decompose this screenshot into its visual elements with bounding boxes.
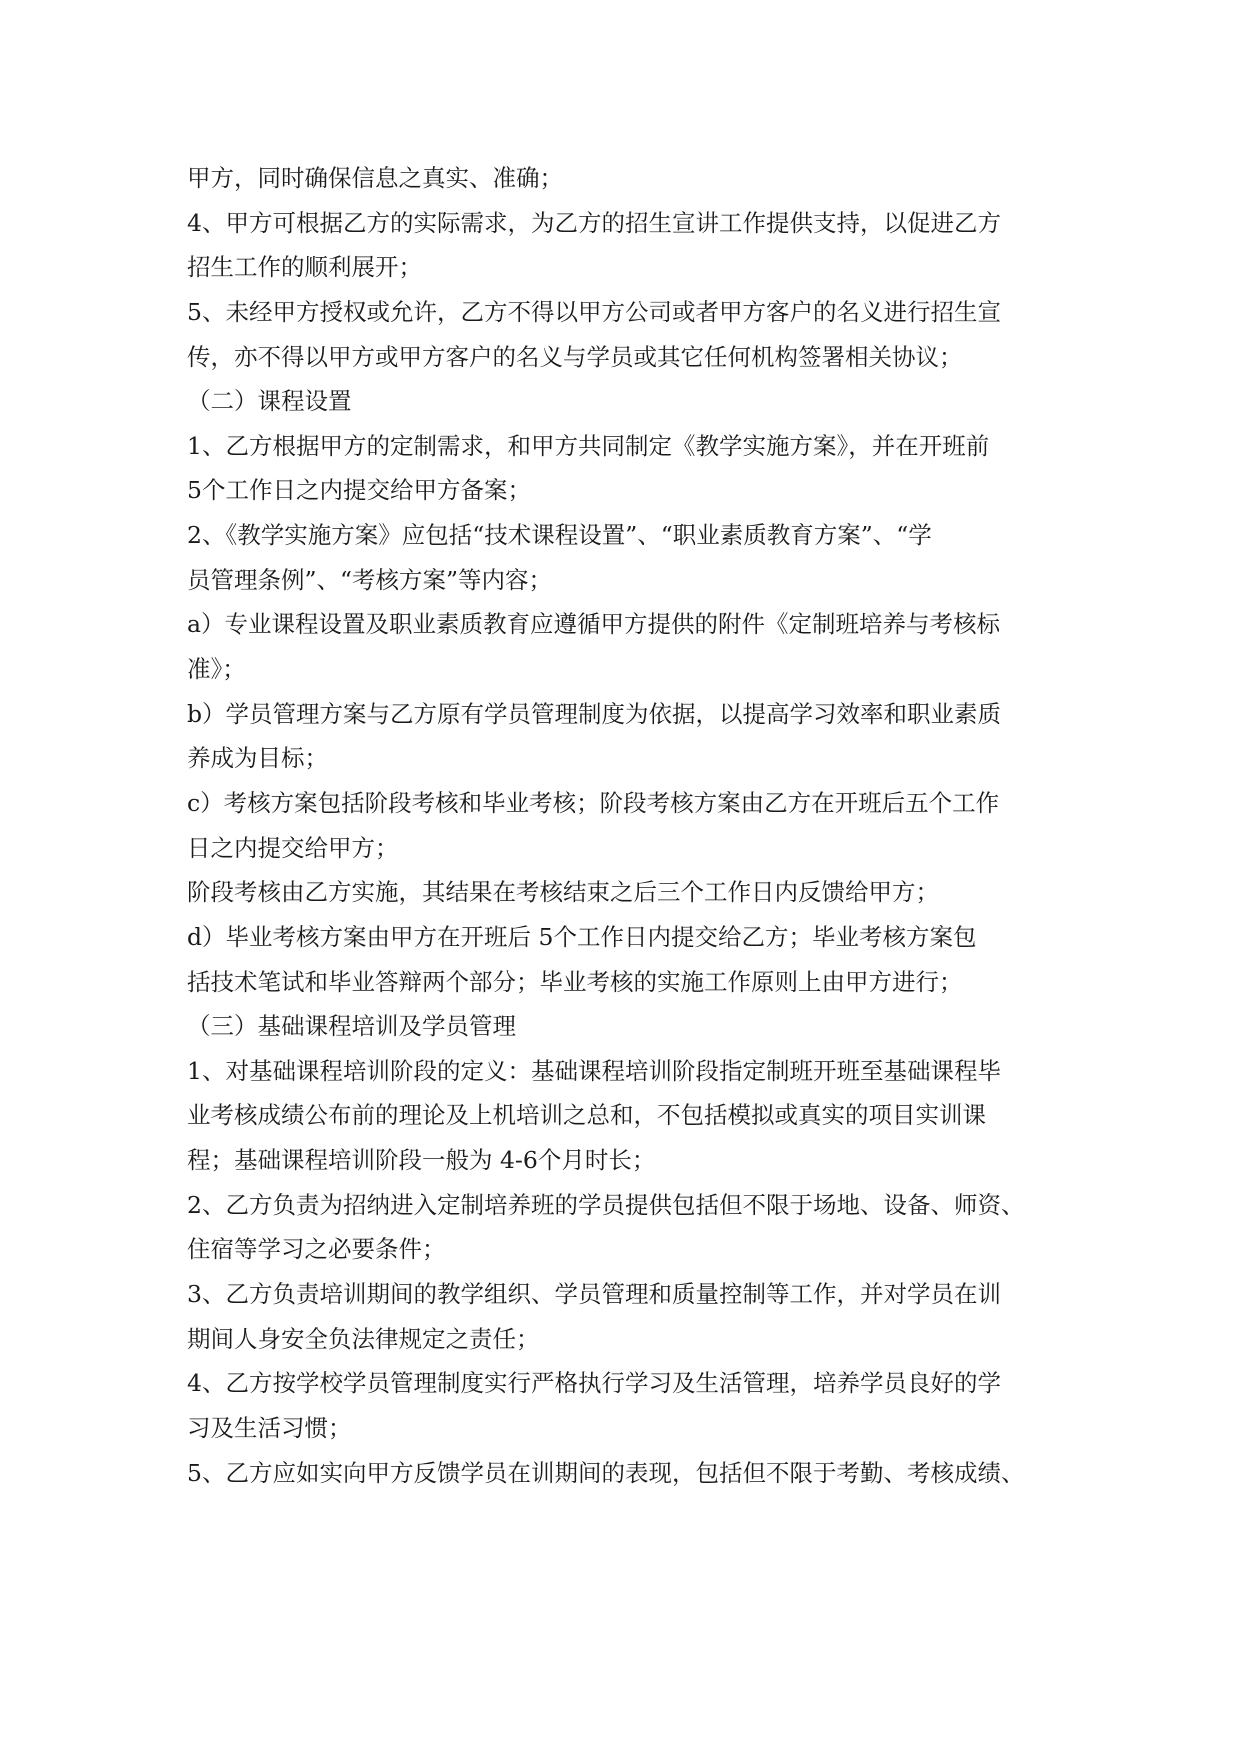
text-line: d）毕业考核方案由甲方在开班后 5个工作日内提交给乙方；毕业考核方案包 — [187, 922, 977, 951]
text-line: 招生工作的顺利展开； — [187, 253, 422, 282]
text-line: c）考核方案包括阶段考核和毕业考核；阶段考核方案由乙方在开班后五个工作 — [187, 788, 1000, 817]
text-line: 准》； — [187, 655, 246, 684]
text-line: 4、甲方可根据乙方的实际需求，为乙方的招生宣讲工作提供支持，以促进乙方 — [187, 208, 1001, 237]
text-line: 传，亦不得以甲方或甲方客户的名义与学员或其它任何机构签署相关协议； — [187, 342, 963, 371]
text-line: 员管理条例”、“考核方案”等内容； — [187, 565, 553, 594]
document-body — [187, 156, 1067, 1495]
text-line: 程；基础课程培训阶段一般为 4-6个月时长； — [187, 1146, 656, 1175]
text-line: 习及生活习惯； — [187, 1413, 352, 1442]
text-line: 5、乙方应如实向甲方反馈学员在训期间的表现，包括但不限于考勤、考核成绩、 — [187, 1458, 1025, 1487]
text-line: 5、未经甲方授权或允许，乙方不得以甲方公司或者甲方客户的名义进行招生宣 — [187, 297, 1001, 326]
text-line: 1、乙方根据甲方的定制需求，和甲方共同制定《教学实施方案》，并在开班前 — [187, 431, 990, 460]
text-line: 4、乙方按学校学员管理制度实行严格执行学习及生活管理，培养学员良好的学 — [187, 1369, 1001, 1398]
text-line: a）专业课程设置及职业素质教育应遵循甲方提供的附件《定制班培养与考核标 — [187, 610, 1001, 639]
text-line: 甲方，同时确保信息之真实、准确； — [187, 164, 563, 192]
text-line: 5个工作日之内提交给甲方备案； — [187, 476, 531, 505]
text-line: 2、《教学实施方案》应包括“技术课程设置”、“职业素质教育方案”、“学 — [187, 521, 932, 550]
section-heading: （三）基础课程培训及学员管理 — [187, 1012, 516, 1041]
text-line: 业考核成绩公布前的理论及上机培训之总和，不包括模拟或真实的项目实训课 — [187, 1101, 986, 1130]
text-line: 养成为目标； — [187, 744, 328, 773]
text-line: 3、乙方负责培训期间的教学组织、学员管理和质量控制等工作，并对学员在训 — [187, 1280, 1001, 1309]
section-heading: （二）课程设置 — [187, 387, 352, 416]
text-line: 1、对基础课程培训阶段的定义：基础课程培训阶段指定制班开班至基础课程毕 — [187, 1056, 1001, 1085]
text-line: 阶段考核由乙方实施，其结果在考核结束之后三个工作日内反馈给甲方； — [187, 878, 939, 907]
text-line: 括技术笔试和毕业答辩两个部分；毕业考核的实施工作原则上由甲方进行； — [187, 967, 963, 996]
text-line: b）学员管理方案与乙方原有学员管理制度为依据，以提高学习效率和职业素质 — [187, 699, 1002, 728]
text-line: 期间人身安全负法律规定之责任； — [187, 1324, 540, 1353]
text-line: 住宿等学习之必要条件； — [187, 1235, 446, 1264]
text-line: 2、乙方负责为招纳进入定制培养班的学员提供包括但不限于场地、设备、师资、 — [187, 1190, 1025, 1219]
text-line: 日之内提交给甲方； — [187, 833, 399, 862]
